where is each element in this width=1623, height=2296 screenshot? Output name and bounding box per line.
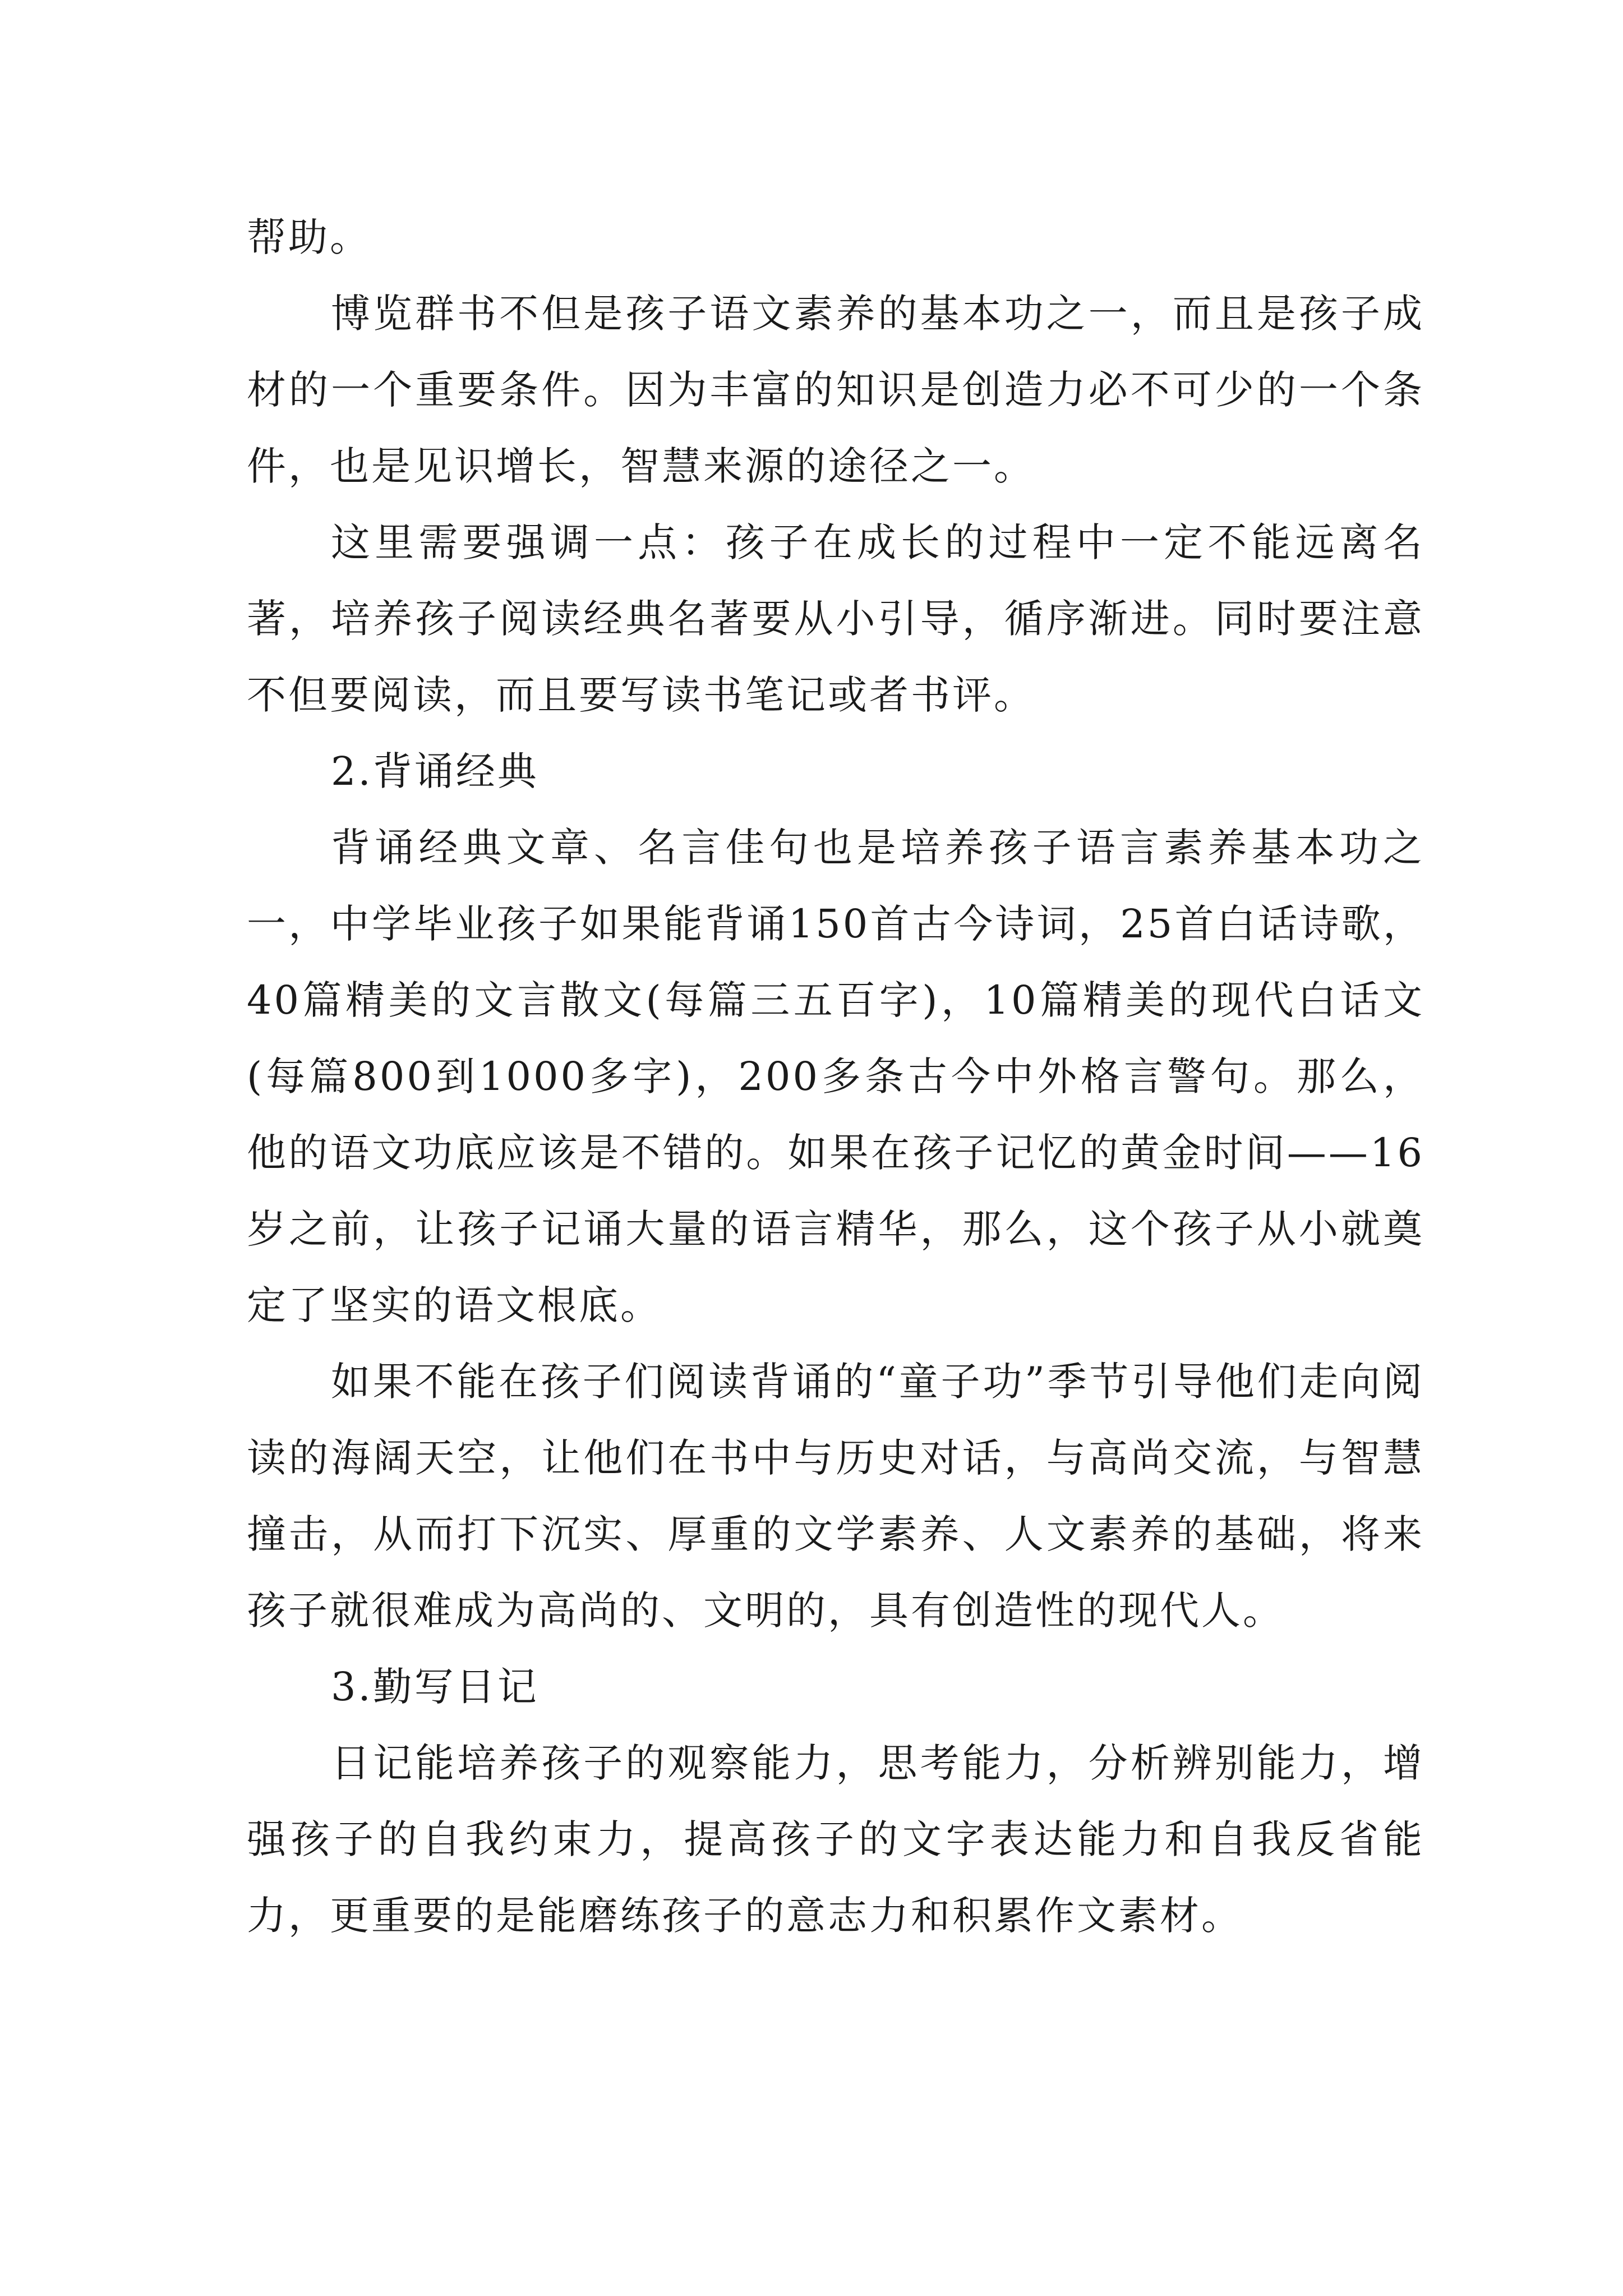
paragraph-childhood-reading: 如果不能在孩子们阅读背诵的“童子功”季节引导他们走向阅读的海阔天空，让他们在书中与历史对话，与高尚交流，与智慧撞击，从而打下沉实、厚重的文学素养、人文素养的基础，将来孩子就很难成为高尚的、文明的，具有创造性的现代人。 bbox=[247, 1359, 1424, 1634]
section-heading-recite-classics: 2.背诵经典 bbox=[331, 748, 539, 794]
paragraph-continuation: 帮助。 bbox=[247, 214, 371, 260]
paragraph-diary: 日记能培养孩子的观察能力，思考能力，分析辨别能力，增强孩子的自我约束力，提高孩子的文字表达能力和自我反省能力，更重要的是能磨练孩子的意志力和积累作文素材。 bbox=[247, 1740, 1424, 1939]
document-body bbox=[247, 199, 1424, 1954]
paragraph-classics-emphasis: 这里需要强调一点：孩子在成长的过程中一定不能远离名著，培养孩子阅读经典名著要从小引导，循序渐进。同时要注意不但要阅读，而且要写读书笔记或者书评。 bbox=[247, 519, 1424, 718]
paragraph-reading-importance: 博览群书不但是孩子语文素养的基本功之一，而且是孩子成材的一个重要条件。因为丰富的知识是创造力必不可少的一个条件，也是见识增长，智慧来源的途径之一。 bbox=[247, 291, 1424, 489]
paragraph-recitation: 背诵经典文章、名言佳句也是培养孩子语言素养基本功之一，中学毕业孩子如果能背诵150首古今诗词，25首白话诗歌，40篇精美的文言散文(每篇三五百字)，10篇精美的现代白话文(每篇800到1000多字)，200多条古今中外格言警句。那么，他的语文功底应该是不错的。如果在孩子记忆的黄金时间——16岁之前，让孩子记诵大量的语言精华，那么，这个孩子从小就奠定了坚实的语文根底。 bbox=[247, 825, 1424, 1328]
section-heading-diary: 3.勤写日记 bbox=[331, 1664, 539, 1710]
